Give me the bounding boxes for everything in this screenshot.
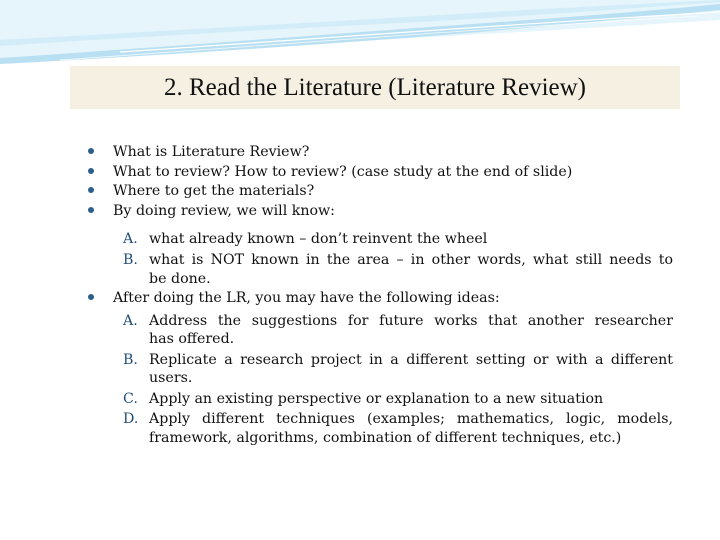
bullet-text: After doing the LR, you may have the following ideas: bbox=[113, 290, 500, 306]
item-text: Apply an existing perspective or explanation to a new situation bbox=[149, 391, 604, 407]
item-text: what is NOT known in the area – in other words, what still needs to bbox=[149, 252, 673, 268]
item-text: Address the suggestions for future works that another researcher bbox=[149, 313, 673, 329]
item-label: B. bbox=[123, 252, 138, 268]
item-text: has offered. bbox=[149, 331, 235, 347]
bullet-icon bbox=[88, 207, 94, 213]
bullet-text: By doing review, we will know: bbox=[113, 203, 335, 219]
item-label: A. bbox=[123, 231, 138, 247]
item-text: what already known – don’t reinvent the wheel bbox=[149, 231, 488, 247]
bullet-text: What is Literature Review? bbox=[113, 144, 310, 160]
bullet-icon bbox=[88, 187, 94, 193]
item-label: B. bbox=[123, 352, 138, 368]
bullet-text: Where to get the materials? bbox=[113, 183, 315, 199]
item-label: A. bbox=[123, 313, 138, 329]
slide-title: 2. Read the Literature (Literature Review) bbox=[163, 74, 587, 101]
item-label: C. bbox=[123, 391, 138, 407]
bullet-icon bbox=[88, 148, 94, 154]
bullet-text: What to review? How to review? (case study at the end of slide) bbox=[113, 164, 573, 180]
bullet-icon bbox=[88, 168, 94, 174]
item-text: framework, algorithms, combination of different techniques, etc.) bbox=[149, 430, 622, 446]
item-text: Apply different techniques (examples; mathematics, logic, models, bbox=[149, 411, 673, 427]
bullet-icon bbox=[88, 294, 94, 300]
item-text: be done. bbox=[149, 271, 211, 287]
item-label: D. bbox=[123, 411, 139, 427]
item-text: Replicate a research project in a different setting or with a different bbox=[149, 352, 673, 368]
item-text: users. bbox=[149, 370, 193, 386]
